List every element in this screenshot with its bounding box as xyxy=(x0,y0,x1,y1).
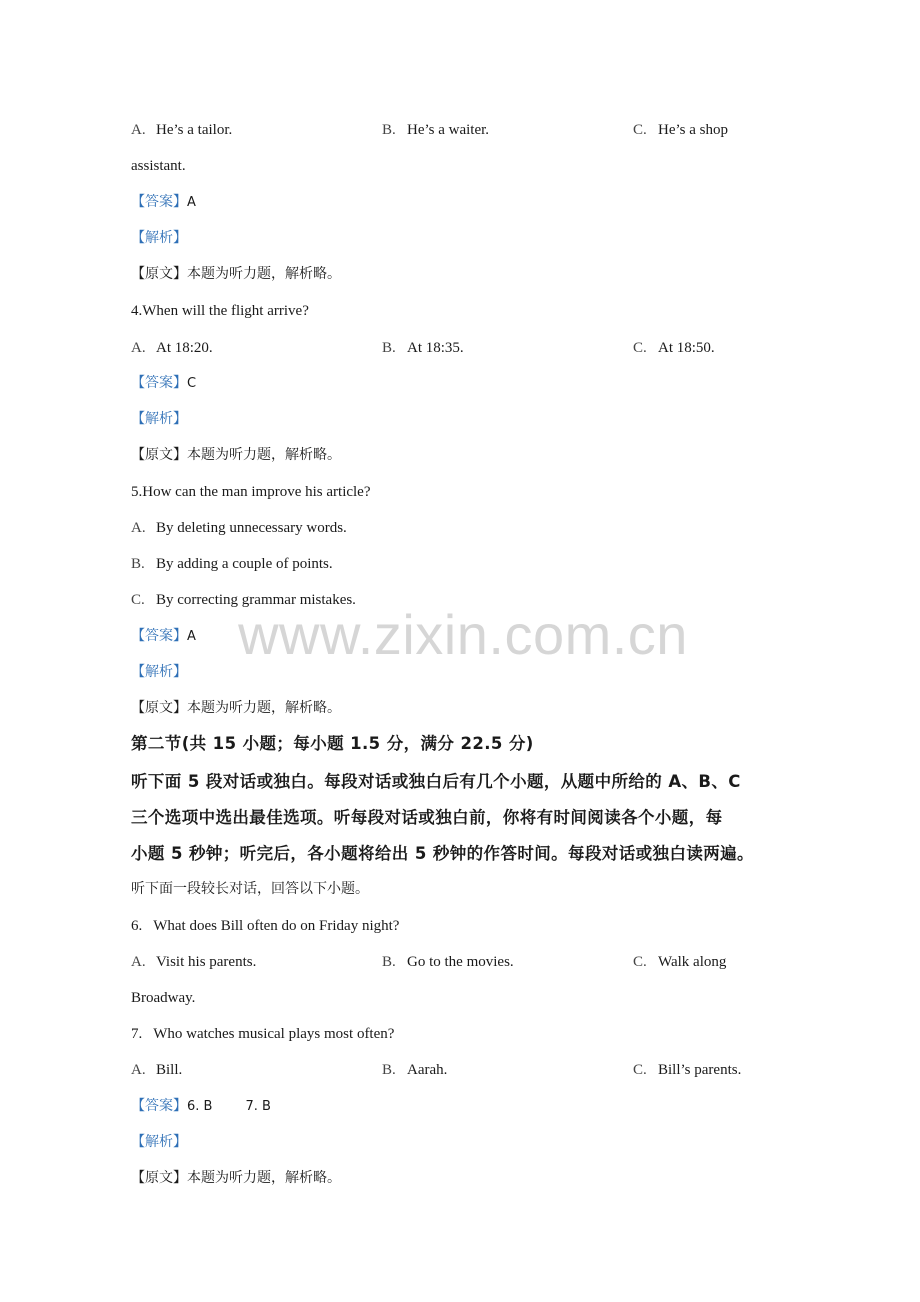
q3-option-c: C. He’s a shop xyxy=(633,122,728,138)
section2-intro: 听下面一段较长对话，回答以下小题。 xyxy=(131,881,369,897)
answer-label: 【答案】 xyxy=(131,628,187,644)
answer-value: A xyxy=(187,195,196,210)
q7-option-a: A. Bill. xyxy=(131,1062,183,1078)
q6-question: 6. What does Bill often do on Friday night? xyxy=(131,918,400,934)
q4-answer xyxy=(131,373,196,394)
q5-option-c: C. By correcting grammar mistakes. xyxy=(131,592,356,608)
answer-value: A xyxy=(187,629,196,644)
q4-option-c: C. At 18:50. xyxy=(633,340,715,356)
q7-option-b: B. Aarah. xyxy=(382,1062,448,1078)
q5-answer xyxy=(131,626,196,647)
q6-option-a: A. Visit his parents. xyxy=(131,954,257,970)
q6-q7-source: 【原文】本题为听力题，解析略。 xyxy=(131,1170,341,1186)
answer-value: 6. B 7. B xyxy=(187,1099,271,1114)
q3-analysis-label: 【解析】 xyxy=(131,230,187,246)
q4-source: 【原文】本题为听力题，解析略。 xyxy=(131,447,341,463)
q3-source: 【原文】本题为听力题，解析略。 xyxy=(131,266,341,282)
q5-source: 【原文】本题为听力题，解析略。 xyxy=(131,700,341,716)
q5-analysis-label: 【解析】 xyxy=(131,664,187,680)
q6-option-c: C. Walk along xyxy=(633,954,727,970)
section2-title: 第二节(共 15 小题；每小题 1.5 分，满分 22.5 分) xyxy=(131,734,534,753)
q7-option-c: C. Bill’s parents. xyxy=(633,1062,742,1078)
q3-answer xyxy=(131,192,196,213)
watermark: www.zixin.com.cn xyxy=(238,603,688,666)
q5-option-a: A. By deleting unnecessary words. xyxy=(131,520,347,536)
section2-instruction-line-2: 三个选项中选出最佳选项。听每段对话或独白前，你将有时间阅读各个小题，每 xyxy=(131,808,723,827)
q4-option-a: A. At 18:20. xyxy=(131,340,213,356)
q3-option-b: B. He’s a waiter. xyxy=(382,122,490,138)
q5-question: 5.How can the man improve his article? xyxy=(131,484,371,500)
q7-question: 7. Who watches musical plays most often? xyxy=(131,1026,395,1042)
q4-analysis-label: 【解析】 xyxy=(131,411,187,427)
answer-label: 【答案】 xyxy=(131,375,187,391)
q3-option-c-wrap: assistant. xyxy=(131,158,186,174)
answer-value: C xyxy=(187,376,197,391)
q5-option-b: B. By adding a couple of points. xyxy=(131,556,333,572)
q6-option-b: B. Go to the movies. xyxy=(382,954,514,970)
answer-label: 【答案】 xyxy=(131,1098,187,1114)
answer-label: 【答案】 xyxy=(131,194,187,210)
section2-instruction-line-3: 小题 5 秒钟；听完后，各小题将给出 5 秒钟的作答时间。每段对话或独白读两遍。 xyxy=(131,844,754,863)
q6-option-c-wrap: Broadway. xyxy=(131,990,196,1006)
q3-option-a: A. He’s a tailor. xyxy=(131,122,233,138)
q4-question: 4.When will the flight arrive? xyxy=(131,303,309,319)
section2-instruction-line-1: 听下面 5 段对话或独白。每段对话或独白后有几个小题，从题中所给的 A、B、C xyxy=(131,772,741,791)
q6-q7-answer xyxy=(131,1096,271,1117)
q6-q7-analysis-label: 【解析】 xyxy=(131,1134,187,1150)
q4-option-b: B. At 18:35. xyxy=(382,340,464,356)
